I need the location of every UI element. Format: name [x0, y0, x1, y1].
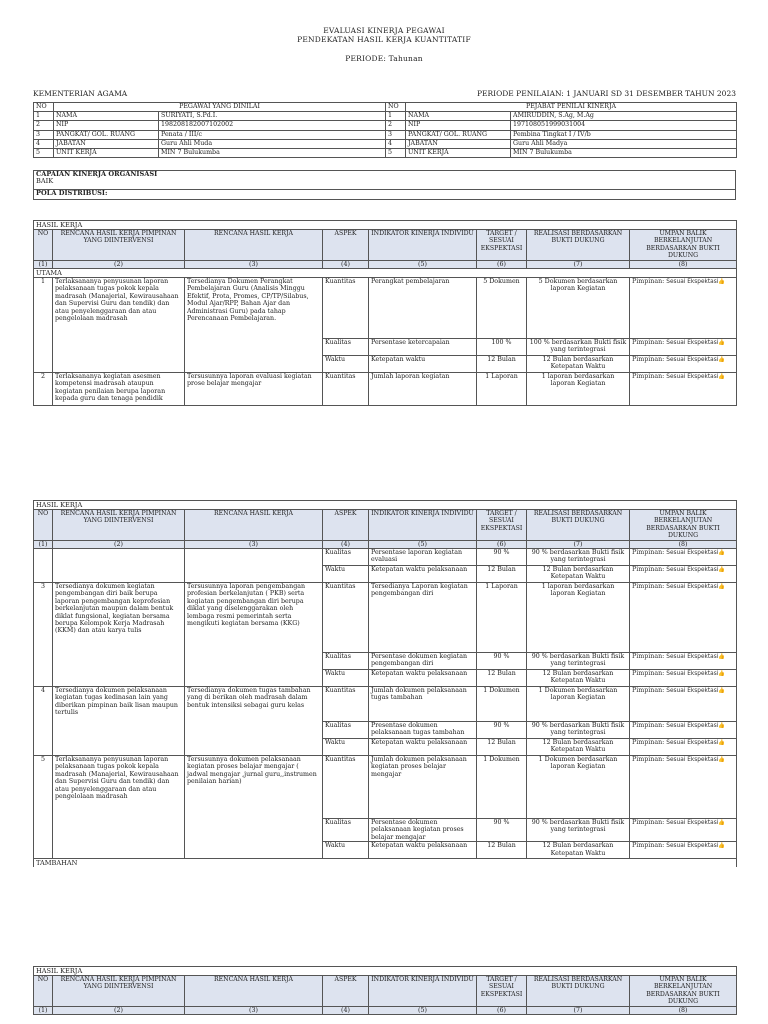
column-header: INDIKATOR KINERJA INDIVIDU [369, 976, 477, 1007]
column-header: NO [34, 230, 53, 261]
column-number: (3) [185, 1007, 323, 1015]
column-header: TARGET / SESUAI EKSPEKTASI [477, 976, 527, 1007]
realisasi-cell: 90 % berdasarkan Bukti fisik yang terintegrasi [527, 653, 630, 670]
column-header: UMPAN BALIK BERKELANJUTAN BERDASARKAN BUKTI DUKUNG [630, 510, 737, 541]
indikator-cell: Jumlah dokumen pelaksanaan kegiatan proses belajar mengajar [369, 756, 477, 819]
target-cell: 5 Dokumen [477, 278, 527, 339]
column-number: (7) [527, 261, 630, 269]
column-number: (5) [369, 261, 477, 269]
column-header: NO [34, 976, 53, 1007]
result-row [34, 687, 737, 722]
feedback-prefix: Pimpinan: [632, 583, 665, 590]
feedback-cell [630, 653, 737, 670]
indikator-cell: Ketepatan waktu [369, 356, 477, 373]
feedback-cell [630, 756, 737, 819]
indikator-cell: Perangkat pembelajaran [369, 278, 477, 339]
column-header: REALISASI BERDASARKAN BUKTI DUKUNG [527, 230, 630, 261]
feedback-prefix: Pimpinan: [632, 722, 665, 729]
target-cell: 12 Bulan [477, 739, 527, 756]
target-cell: 90 % [477, 722, 527, 739]
realisasi-cell: 100 % berdasarkan Bukti fisik yang terintegrasi [527, 339, 630, 356]
feedback-cell [630, 670, 737, 687]
realisasi-cell: 12 Bulan berdasarkan Ketepatan Waktu [527, 739, 630, 756]
thumbs-up-icon: 👍 [718, 279, 726, 285]
rencana-pimpinan-cell: Tersedianya dokumen kegiatan pengembangan diri baik berupa laporan pengembangan keprofesian berkelanjutan maupun dalam bentuk diklat fungsional, kegiatan bersama berupa Kelompok Kerja Madrasah (KKM) dan atau karya tulis [53, 583, 185, 687]
feedback-value: Sesuai Ekspektasi [666, 357, 719, 363]
feedback-prefix: Pimpinan: [632, 819, 665, 826]
emp-no: 4 [34, 139, 54, 148]
thumbs-up-icon: 👍 [718, 843, 726, 850]
emp-no: 2 [34, 121, 54, 130]
feedback-prefix: Pimpinan: [632, 687, 665, 694]
column-header: RENCANA HASIL KERJA [185, 976, 323, 1007]
target-cell: 100 % [477, 339, 527, 356]
column-number: (5) [369, 541, 477, 549]
aspek-cell: Kualitas [323, 653, 369, 670]
rencana-pimpinan-cell: Terlaksananya penyusunan laporan pelaksanaan tugas pokok kepala madrasah (Manajerial, Kewirausahaan dan Supervisi Guru dan tendik) dan atau penyelenggaraan dan atau pengelolaan madrasah [53, 278, 185, 373]
hasil-kerja-rows-2 [34, 549, 737, 859]
thumbs-up-icon: 👍 [718, 688, 726, 694]
indikator-cell: Jumlah laporan kegiatan [369, 373, 477, 406]
utama-label: UTAMA [34, 269, 737, 278]
hasil-kerja-table-3 [33, 966, 737, 1015]
org-table [33, 170, 736, 200]
item-no: 2 [34, 373, 53, 406]
rencana-hasil-kerja-cell: Tersusunnya laporan pengembangan profesian berkelanjutan ( PKB) serta kegiatan pengembangan diri berupa diklat yang diselenggarakan oleh lembaga resmi pemerintah serta mengikuti kegiatan bersama (KKG) [185, 583, 323, 687]
employee-rows [34, 112, 737, 158]
emp-left-value: MIN 7 Bulukumba [159, 149, 386, 158]
target-cell: 12 Bulan [477, 842, 527, 859]
emp-right-value: 197108051999031004 [511, 121, 737, 130]
rencana-pimpinan-cell: Terlaksananya kegiatan asesmen kompetensi madrasah ataupun kegiatan penilaian berupa laporan kepada guru dan tenaga pendidik [53, 373, 185, 406]
column-header: INDIKATOR KINERJA INDIVIDU [369, 230, 477, 261]
hasil-kerja-colnum-row [34, 261, 737, 269]
emp-no: 1 [34, 112, 54, 121]
column-header: ASPEK [323, 230, 369, 261]
feedback-cell [630, 566, 737, 583]
emp-no-right: 5 [386, 149, 406, 158]
hasil-kerja-rows-1 [34, 278, 737, 406]
feedback-value: Sesuai Ekspektasi [666, 820, 719, 826]
feedback-value: Sesuai Ekspektasi [666, 374, 719, 380]
rencana-hasil-kerja-cell [185, 549, 323, 583]
thumbs-up-icon: 👍 [718, 584, 726, 590]
emp-field-label-right: NIP [406, 121, 511, 130]
rencana-hasil-kerja-cell: Tersedianya dokumen tugas tambahan yang di berikan oleh madrasah dalam bentuk intensiksi sebagai guru kelas [185, 687, 323, 756]
emp-field-label: JABATAN [54, 139, 159, 148]
result-row [34, 549, 737, 566]
realisasi-cell: 1 laporan berdasarkan laporan Kegiatan [527, 373, 630, 406]
column-number: (7) [527, 1007, 630, 1015]
column-number: (1) [34, 261, 53, 269]
column-header: TARGET / SESUAI EKSPEKTASI [477, 230, 527, 261]
column-header: REALISASI BERDASARKAN BUKTI DUKUNG [527, 510, 630, 541]
emp-left-value: Penata / III/c [159, 130, 386, 139]
column-header: RENCANA HASIL KERJA [185, 510, 323, 541]
column-number: (4) [323, 541, 369, 549]
emp-no-right: 4 [386, 139, 406, 148]
feedback-prefix: Pimpinan: [632, 549, 665, 556]
aspek-cell: Waktu [323, 739, 369, 756]
capaian-label: CAPAIAN KINERJA ORGANISASI [36, 170, 158, 178]
hasil-kerja-header-row-2 [34, 510, 737, 541]
hasil-kerja-table-2 [33, 500, 737, 867]
column-header: UMPAN BALIK BERKELANJUTAN BERDASARKAN BUKTI DUKUNG [630, 976, 737, 1007]
column-number: (4) [323, 261, 369, 269]
employee-row [34, 149, 737, 158]
thumbs-up-icon: 👍 [718, 671, 726, 677]
column-number: (6) [477, 541, 527, 549]
emp-field-label-right: PANGKAT/ GOL. RUANG [406, 130, 511, 139]
target-cell: 1 Laporan [477, 373, 527, 406]
feedback-cell [630, 687, 737, 722]
aspek-cell: Waktu [323, 566, 369, 583]
rencana-pimpinan-cell [53, 549, 185, 583]
column-header: RENCANA HASIL KERJA PIMPINAN YANG DIINTERVENSI [53, 976, 185, 1007]
aspek-cell: Kualitas [323, 549, 369, 566]
target-cell: 90 % [477, 653, 527, 670]
hasil-kerja-table-1 [33, 220, 737, 406]
aspek-cell: Kualitas [323, 339, 369, 356]
emp-no: 5 [34, 149, 54, 158]
realisasi-cell: 12 Bulan berdasarkan Ketepatan Waktu [527, 566, 630, 583]
indikator-cell: Ketepatan waktu pelaksanaan [369, 739, 477, 756]
employee-row [34, 112, 737, 121]
hasil-kerja-colnum-row-2 [34, 541, 737, 549]
target-cell: 90 % [477, 549, 527, 566]
emp-field-label: NIP [54, 121, 159, 130]
item-no: 5 [34, 756, 53, 859]
feedback-prefix: Pimpinan: [632, 842, 665, 850]
hasil-kerja-label-3: HASIL KERJA [34, 967, 737, 976]
feedback-cell [630, 278, 737, 339]
aspek-cell: Kuantitas [323, 756, 369, 819]
rencana-pimpinan-cell: Tersedianya dokumen pelaksanaan kegiatan tugas kedinasan lain yang diberikan pimpinan baik lisan maupun tertulis [53, 687, 185, 756]
feedback-cell [630, 356, 737, 373]
indikator-cell: Tersedianya Laporan kegiatan pengembangan diri [369, 583, 477, 653]
realisasi-cell: 1 Dokumen berdasarkan laporan Kegiatan [527, 756, 630, 819]
indikator-cell: Persentase laporan kegiatan evaluasi [369, 549, 477, 566]
emp-left-value: Guru Ahli Muda [159, 139, 386, 148]
emp-field-label: PANGKAT/ GOL. RUANG [54, 130, 159, 139]
feedback-value: Sesuai Ekspektasi [666, 740, 719, 746]
thumbs-up-icon: 👍 [718, 654, 726, 660]
indikator-cell: Jumlah dokumen pelaksanaan tugas tambahan [369, 687, 477, 722]
feedback-value: Sesuai Ekspektasi [666, 688, 719, 694]
column-number: (7) [527, 541, 630, 549]
feedback-cell [630, 819, 737, 842]
target-cell: 1 Dokumen [477, 756, 527, 819]
indikator-cell: Ketepatan waktu pelaksanaan [369, 670, 477, 687]
capaian-cell [34, 171, 736, 190]
feedback-prefix: Pimpinan: [632, 670, 665, 677]
result-row [34, 278, 737, 339]
doc-subtitle: PENDEKATAN HASIL KERJA KUANTITATIF [297, 35, 471, 44]
emp-left-header: PEGAWAI YANG DINILAI [54, 103, 386, 112]
realisasi-cell: 12 Bulan berdasarkan Ketepatan Waktu [527, 670, 630, 687]
column-number: (3) [185, 261, 323, 269]
capaian-value: BAIK [36, 177, 54, 186]
feedback-prefix: Pimpinan: [632, 373, 665, 380]
target-cell: 90 % [477, 819, 527, 842]
emp-field-label: NAMA [54, 112, 159, 121]
thumbs-up-icon: 👍 [718, 820, 726, 826]
thumbs-up-icon: 👍 [718, 550, 726, 556]
periode-penilaian: PERIODE PENILAIAN: 1 JANUARI SD 31 DESEMBER TAHUN 2023 [477, 89, 736, 98]
employee-table [33, 102, 737, 158]
feedback-prefix: Pimpinan: [632, 278, 665, 285]
hasil-kerja-label: HASIL KERJA [34, 221, 737, 230]
emp-right-value: MIN 7 Bulukumba [511, 149, 737, 158]
instansi: KEMENTERIAN AGAMA [33, 89, 128, 98]
column-number: (6) [477, 261, 527, 269]
feedback-value: Sesuai Ekspektasi [666, 843, 719, 850]
thumbs-up-icon: 👍 [718, 340, 726, 346]
feedback-value: Sesuai Ekspektasi [666, 550, 719, 556]
employee-row [34, 139, 737, 148]
result-row [34, 756, 737, 819]
emp-right-value: Guru Ahli Madya [511, 139, 737, 148]
realisasi-cell: 90 % berdasarkan Bukti fisik yang terintegrasi [527, 722, 630, 739]
pola-distribusi-label: POLA DISTRIBUSI: [34, 190, 736, 200]
column-header: NO [34, 510, 53, 541]
feedback-prefix: Pimpinan: [632, 339, 665, 346]
column-number: (2) [53, 261, 185, 269]
column-number: (3) [185, 541, 323, 549]
tambahan-label: TAMBAHAN [34, 859, 737, 868]
feedback-value: Sesuai Ekspektasi [666, 757, 719, 763]
column-header: UMPAN BALIK BERKELANJUTAN BERDASARKAN BUKTI DUKUNG [630, 230, 737, 261]
column-number: (1) [34, 1007, 53, 1015]
thumbs-up-icon: 👍 [718, 740, 726, 746]
employee-row [34, 121, 737, 130]
rencana-hasil-kerja-cell: Tersusunnya dokumen pelaksanaan kegiatan proses belajar mengajar ( jadwal mengajar ,jurnal guru,,instrumen penilaian harian) [185, 756, 323, 859]
feedback-cell [630, 842, 737, 859]
indikator-cell: Persentase ketercapaian [369, 339, 477, 356]
column-number: (2) [53, 541, 185, 549]
column-header: INDIKATOR KINERJA INDIVIDU [369, 510, 477, 541]
feedback-cell [630, 722, 737, 739]
target-cell: 12 Bulan [477, 566, 527, 583]
aspek-cell: Kuantitas [323, 373, 369, 406]
column-header: TARGET / SESUAI EKSPEKTASI [477, 510, 527, 541]
feedback-prefix: Pimpinan: [632, 653, 665, 660]
result-row [34, 583, 737, 653]
emp-left-value: SURIYATI, S.Pd.I. [159, 112, 386, 121]
aspek-cell: Kualitas [323, 722, 369, 739]
column-number: (8) [630, 541, 737, 549]
realisasi-cell: 12 Bulan berdasarkan Ketepatan Waktu [527, 842, 630, 859]
column-number: (1) [34, 541, 53, 549]
feedback-value: Sesuai Ekspektasi [666, 671, 719, 677]
hasil-kerja-header-row [34, 230, 737, 261]
thumbs-up-icon: 👍 [718, 357, 726, 363]
emp-right-value: AMIRUDDIN, S.Ag, M.Ag [511, 112, 737, 121]
feedback-value: Sesuai Ekspektasi [666, 654, 719, 660]
aspek-cell: Waktu [323, 670, 369, 687]
item-no: 3 [34, 583, 53, 687]
column-number: (2) [53, 1007, 185, 1015]
rencana-hasil-kerja-cell: Tersusunnya laporan evaluasi kegiatan prose belajar mengajar [185, 373, 323, 406]
column-number: (5) [369, 1007, 477, 1015]
thumbs-up-icon: 👍 [718, 757, 726, 763]
aspek-cell: Kuantitas [323, 583, 369, 653]
realisasi-cell: 1 laporan berdasarkan laporan Kegiatan [527, 583, 630, 653]
feedback-cell [630, 339, 737, 356]
feedback-value: Sesuai Ekspektasi [666, 340, 719, 346]
emp-left-value: 198208182007102002 [159, 121, 386, 130]
emp-right-header: PEJABAT PENILAI KINERJA [406, 103, 737, 112]
column-header: ASPEK [323, 510, 369, 541]
indikator-cell: Ketepatan waktu pelaksanaan [369, 842, 477, 859]
aspek-cell: Waktu [323, 356, 369, 373]
aspek-cell: Kuantitas [323, 687, 369, 722]
emp-no-right: 2 [386, 121, 406, 130]
thumbs-up-icon: 👍 [718, 374, 726, 380]
doc-periode: PERIODE: Tahunan [345, 54, 423, 63]
column-header: ASPEK [323, 976, 369, 1007]
hasil-kerja-colnum-row-3 [34, 1007, 737, 1015]
aspek-cell: Kuantitas [323, 278, 369, 339]
emp-right-value: Pembina Tingkat I / IV/b [511, 130, 737, 139]
thumbs-up-icon: 👍 [718, 723, 726, 729]
target-cell: 12 Bulan [477, 356, 527, 373]
feedback-value: Sesuai Ekspektasi [666, 723, 719, 729]
feedback-value: Sesuai Ekspektasi [666, 567, 719, 573]
target-cell: 1 Dokumen [477, 687, 527, 722]
feedback-prefix: Pimpinan: [632, 739, 665, 746]
rencana-hasil-kerja-cell: Tersedianya Dokumen Perangkat Pembelajaran Guru (Analisis Minggu Efektif, Prota, Promes, CP/TP/Silabus, Modul Ajar/RPP, Bahan Ajar dan Administrasi Guru) pada tahap Perencanaan Pembelajaran. [185, 278, 323, 373]
rencana-pimpinan-cell: Terlaksananya penyusunan laporan pelaksanaan tugas pokok kepala madrasah (Manajerial, Kewirausahaan dan Supervisi Guru dan tendik) dan atau penyelenggaraan dan atau pengelolaan madrasah [53, 756, 185, 859]
item-no: 1 [34, 278, 53, 373]
column-header: RENCANA HASIL KERJA PIMPINAN YANG DIINTERVENSI [53, 510, 185, 541]
column-number: (8) [630, 261, 737, 269]
emp-no: 3 [34, 130, 54, 139]
realisasi-cell: 1 Dokumen berdasarkan laporan Kegiatan [527, 687, 630, 722]
hasil-kerja-header-row-3 [34, 976, 737, 1007]
realisasi-cell: 90 % berdasarkan Bukti fisik yang terintegrasi [527, 819, 630, 842]
feedback-value: Sesuai Ekspektasi [666, 279, 719, 285]
realisasi-cell: 5 Dokumen berdasarkan laporan Kegiatan [527, 278, 630, 339]
feedback-prefix: Pimpinan: [632, 756, 665, 763]
realisasi-cell: 12 Bulan berdasarkan Ketepatan Waktu [527, 356, 630, 373]
aspek-cell: Waktu [323, 842, 369, 859]
column-number: (4) [323, 1007, 369, 1015]
result-row [34, 373, 737, 406]
column-number: (6) [477, 1007, 527, 1015]
emp-field-label: UNIT KERJA [54, 149, 159, 158]
column-number: (8) [630, 1007, 737, 1015]
hasil-kerja-label-2: HASIL KERJA [34, 501, 737, 510]
doc-title: EVALUASI KINERJA PEGAWAI [323, 26, 445, 35]
indikator-cell: Ketepatan waktu pelaksanaan [369, 566, 477, 583]
feedback-prefix: Pimpinan: [632, 356, 665, 363]
feedback-prefix: Pimpinan: [632, 566, 665, 573]
column-header: REALISASI BERDASARKAN BUKTI DUKUNG [527, 976, 630, 1007]
item-no: 4 [34, 687, 53, 756]
emp-field-label-right: NAMA [406, 112, 511, 121]
employee-row [34, 130, 737, 139]
column-header: RENCANA HASIL KERJA [185, 230, 323, 261]
feedback-cell [630, 739, 737, 756]
target-cell: 1 Laporan [477, 583, 527, 653]
feedback-cell [630, 583, 737, 653]
emp-field-label-right: UNIT KERJA [406, 149, 511, 158]
realisasi-cell: 90 % berdasarkan Bukti fisik yang terintegrasi [527, 549, 630, 566]
item-no [34, 549, 53, 583]
indikator-cell: Presentase dokumen pelaksanaan tugas tambahan [369, 722, 477, 739]
target-cell: 12 Bulan [477, 670, 527, 687]
emp-no-header: NO [34, 103, 54, 112]
indikator-cell: Persentase dokumen pelaksanaan kegiatan proses belajar mengajar [369, 819, 477, 842]
emp-no-right: 3 [386, 130, 406, 139]
feedback-cell [630, 549, 737, 566]
indikator-cell: Persentase dokumen kegiatan pengembangan diri [369, 653, 477, 670]
column-header: RENCANA HASIL KERJA PIMPINAN YANG DIINTERVENSI [53, 230, 185, 261]
emp-no-right: 1 [386, 112, 406, 121]
aspek-cell: Kualitas [323, 819, 369, 842]
emp-no-header-right: NO [386, 103, 406, 112]
feedback-value: Sesuai Ekspektasi [666, 584, 719, 590]
emp-field-label-right: JABATAN [406, 139, 511, 148]
feedback-cell [630, 373, 737, 406]
thumbs-up-icon: 👍 [718, 567, 726, 573]
